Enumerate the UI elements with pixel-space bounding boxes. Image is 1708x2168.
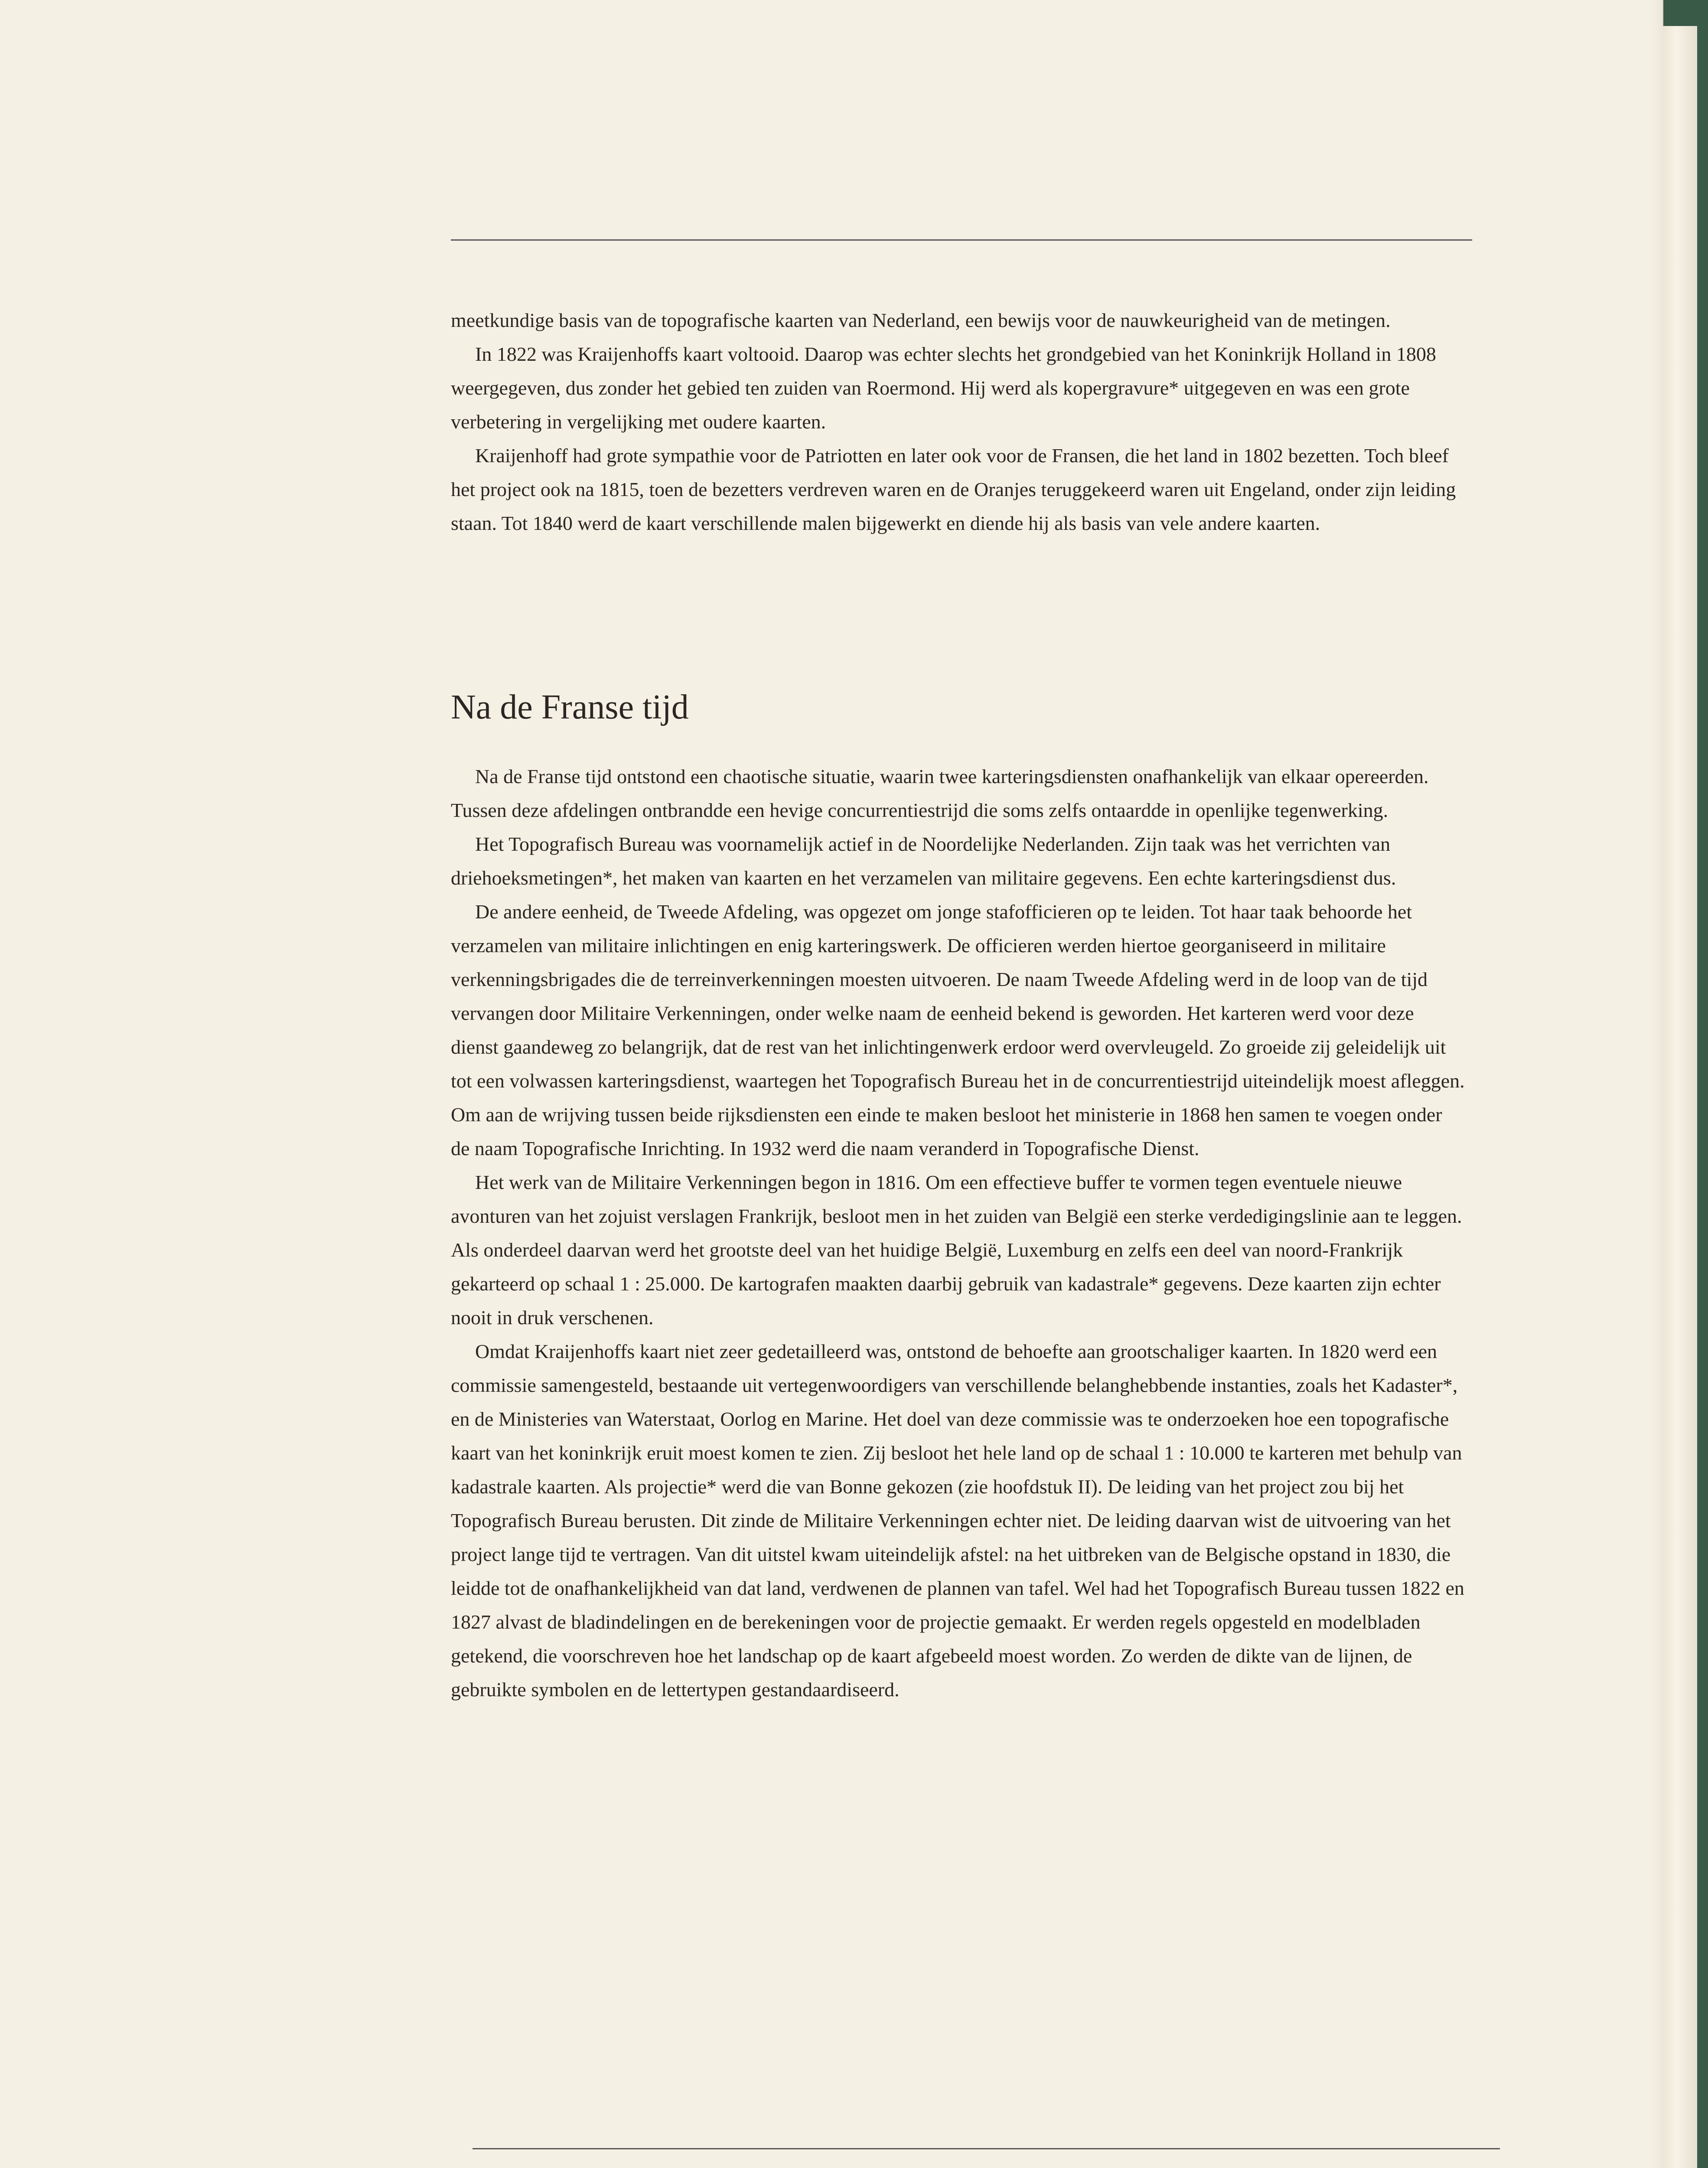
paragraph: meetkundige basis van de topografische kaarten van Nederland, een bewijs voor de nauwkeurigheid van de metingen.: [451, 309, 1391, 331]
paragraph: Na de Franse tijd ontstond een chaotische situatie, waarin twee karteringsdiensten onafhankelijk van elkaar opereerden. Tussen deze afdelingen ontbrandde een hevige concurrentiestrijd die soms zelfs ontaardde in openlijke tegenwerking.: [451, 765, 1429, 821]
main-text-block: [451, 760, 1465, 1707]
paragraph: De andere eenheid, de Tweede Afdeling, was opgezet om jonge stafofficieren op te leiden. Tot haar taak behoorde het verzamelen van militaire inlichtingen en enig karteringswerk. De officieren werden hiertoe georganiseerd in militaire verkenningsbrigades die de terreinverkenningen moesten uitvoeren. De naam Tweede Afdeling werd in de loop van de tijd vervangen door Militaire Verkenningen, onder welke naam de eenheid bekend is geworden. Het karteren werd voor deze dienst gaandeweg zo belangrijk, dat de rest van het inlichtingenwerk erdoor werd overvleugeld. Zo groeide zij geleidelijk uit tot een volwassen karteringsdienst, waartegen het Topografisch Bureau het in de concurrentiestrijd uiteindelijk moest afleggen. Om aan de wrijving tussen beide rijksdiensten een einde te maken besloot het ministerie in 1868 hen samen te voegen onder de naam Topografische Inrichting. In 1932 werd die naam veranderd in Topografische Dienst.: [451, 901, 1465, 1159]
paragraph: In 1822 was Kraijenhoffs kaart voltooid. Daarop was echter slechts het grondgebied van het Koninkrijk Holland in 1808 weergegeven, dus zonder het gebied ten zuiden van Roermond. Hij werd als kopergravure* uitgegeven en was een grote verbetering in vergelijking met oudere kaarten.: [451, 343, 1436, 433]
top-rule: [451, 239, 1472, 241]
paragraph: Kraijenhoff had grote sympathie voor de Patriotten en later ook voor de Fransen, die het land in 1802 bezetten. Toch bleef het project ook na 1815, toen de bezetters verdreven waren en de Oranjes teruggekeerd waren uit Engeland, onder zijn leiding staan. Tot 1840 werd de kaart verschillende malen bijgewerkt en diende hij als basis van vele andere kaarten.: [451, 444, 1456, 534]
paragraph: Het Topografisch Bureau was voornamelijk actief in de Noordelijke Nederlanden. Zijn taak was het verrichten van driehoeksmetingen*, het maken van kaarten en het verzamelen van militaire gegevens. Een echte karteringsdienst dus.: [451, 833, 1396, 889]
top-text-block: [451, 304, 1465, 540]
paragraph: Het werk van de Militaire Verkenningen begon in 1816. Om een effectieve buffer te vormen tegen eventuele nieuwe avonturen van het zojuist verslagen Frankrijk, besloot men in het zuiden van België een sterke verdedigingslinie aan te leggen. Als onderdeel daarvan werd het grootste deel van het huidige België, Luxemburg en zelfs een deel van noord-Frankrijk gekarteerd op schaal 1 : 25.000. De kartografen maakten daarbij gebruik van kadastrale* gegevens. Deze kaarten zijn echter nooit in druk verschenen.: [451, 1171, 1462, 1329]
section-heading: Na de Franse tijd: [451, 688, 689, 726]
bottom-rule: [473, 2148, 1500, 2149]
paragraph: Omdat Kraijenhoffs kaart niet zeer gedetailleerd was, ontstond de behoefte aan grootschaliger kaarten. In 1820 werd een commissie samengesteld, bestaande uit vertegenwoordigers van verschillende belanghebbende instanties, zoals het Kadaster*, en de Ministeries van Waterstaat, Oorlog en Marine. Het doel van deze commissie was te onderzoeken hoe een topografische kaart van het koninkrijk eruit moest komen te zien. Zij besloot het hele land op de schaal 1 : 10.000 te karteren met behulp van kadastrale kaarten. Als projectie* werd die van Bonne gekozen (zie hoofdstuk II). De leiding van het project zou bij het Topografisch Bureau berusten. Dit zinde de Militaire Verkenningen echter niet. De leiding daarvan wist de uitvoering van het project lange tijd te vertragen. Van dit uitstel kwam uiteindelijk afstel: na het uitbreken van de Belgische opstand in 1830, die leidde tot de onafhankelijkheid van dat land, verdwenen de plannen van tafel. Wel had het Topografisch Bureau tussen 1822 en 1827 alvast de bladindelingen en de berekeningen voor de projectie gemaakt. Er werden regels opgesteld en modelbladen getekend, die voorschreven hoe het landschap op de kaart afgebeeld moest worden. Zo werden de dikte van de lijnen, de gebruikte symbolen en de lettertypen gestandaardiseerd.: [451, 1340, 1464, 1701]
page-edge: [1662, 26, 1697, 2168]
